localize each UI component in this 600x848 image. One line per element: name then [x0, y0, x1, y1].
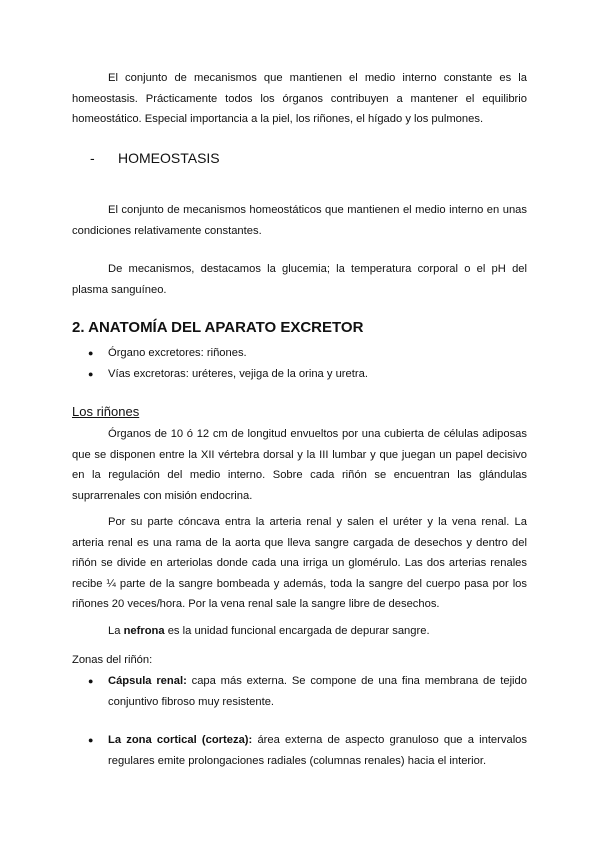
homeostasis-heading-text: HOMEOSTASIS — [118, 150, 220, 166]
rinones-paragraph-1: Órganos de 10 ó 12 cm de longitud envueltos por una cubierta de células adiposas que se disponen entre la XII vértebra dorsal y la III lumbar y que juegan un papel decisivo en la regulación del medio interno. Sobre cada riñón se encuentran las glándulas suprarrenales con misión endocrina. — [72, 428, 527, 502]
homeostasis-paragraph-2: De mecanismos, destacamos la glucemia; la temperatura corporal o el pH del plasma sanguíneo. — [72, 263, 527, 296]
homeostasis-paragraph-1: El conjunto de mecanismos homeostáticos que mantienen el medio interno en unas condiciones relativamente constantes. — [72, 204, 527, 237]
nefrona-paragraph: La nefrona es la unidad funcional encargada de depurar sangre. — [108, 625, 430, 637]
excretor-bullet-list — [72, 343, 527, 384]
bullet-icon: ● — [88, 676, 94, 686]
bullet-icon: ● — [88, 735, 94, 745]
zonas-bullet-list-1 — [72, 671, 527, 712]
homeostasis-heading — [90, 150, 220, 166]
zonas-label: Zonas del riñón: — [72, 654, 153, 666]
list-item: ● Órgano excretores: riñones. — [72, 343, 527, 364]
dash-marker: - — [90, 150, 95, 166]
zona-term: Cápsula renal: — [108, 675, 187, 687]
list-item: ● La zona cortical (corteza): área externa de aspecto granuloso que a intervalos regulares emite prolongaciones radiales (columnas renales) hacia el interior. — [72, 730, 527, 771]
rinones-heading: Los riñones — [72, 404, 140, 419]
zonas-bullet-list-2 — [72, 730, 527, 771]
list-item: ● Cápsula renal: capa más externa. Se compone de una fina membrana de tejido conjuntivo fibroso muy resistente. — [72, 671, 527, 712]
section-title: 2. ANATOMÍA DEL APARATO EXCRETOR — [72, 319, 364, 336]
bullet-icon: ● — [88, 348, 94, 358]
rinones-paragraph-2: Por su parte cóncava entra la arteria renal y salen el uréter y la vena renal. La arteria renal es una rama de la aorta que lleva sangre cargada de desechos y dentro del riñón se divide en arteriolas donde cada una irriga un glomérulo. Las dos arterias renales recibe ¼ parte de la sangre bombeada y además, toda la sangre del cuerpo pasa por los riñones 20 veces/hora. Por la vena renal sale la sangre libre de desechos. — [72, 516, 527, 610]
list-item: ● Vías excretoras: uréteres, vejiga de la orina y uretra. — [72, 364, 527, 385]
nefrona-term: nefrona — [123, 625, 165, 637]
zona-term: La zona cortical (corteza): — [108, 734, 253, 746]
intro-paragraph: El conjunto de mecanismos que mantienen el medio interno constante es la homeostasis. Prácticamente todos los órganos contribuyen a mantener el equilibrio homeostático. Especial importancia a la piel, los riñones, el hígado y los pulmones. — [72, 72, 527, 125]
bullet-icon: ● — [88, 368, 94, 379]
